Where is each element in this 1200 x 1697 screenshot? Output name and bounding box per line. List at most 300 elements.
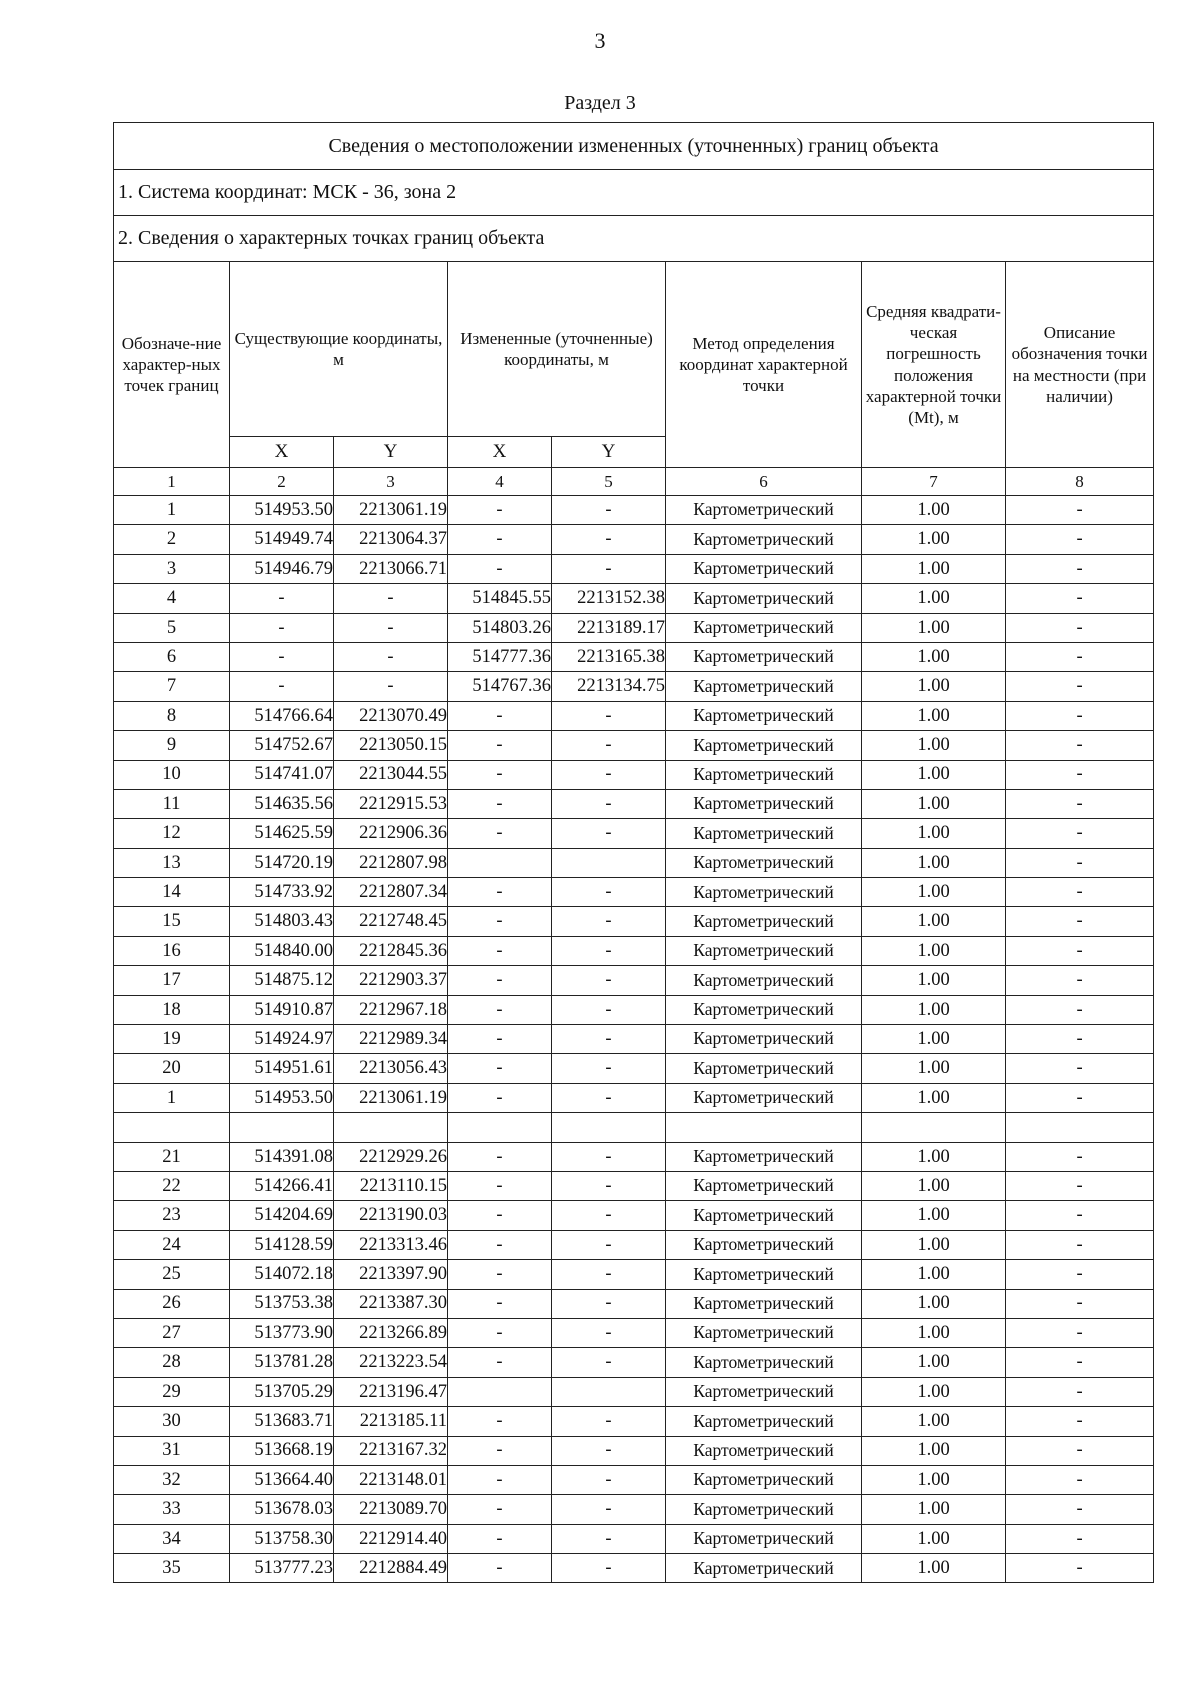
description-cell: - xyxy=(1006,1054,1154,1083)
changed-y-cell: - xyxy=(552,1083,666,1112)
method-cell: Картометрический xyxy=(666,1318,862,1347)
changed-y-cell: - xyxy=(552,1524,666,1553)
existing-x-cell: 514072.18 xyxy=(230,1260,334,1289)
table-row xyxy=(114,936,1154,965)
table-row xyxy=(114,1025,1154,1054)
point-number-cell: 4 xyxy=(114,584,230,613)
existing-y-cell: 2213313.46 xyxy=(334,1230,448,1259)
existing-x-cell: 514924.97 xyxy=(230,1025,334,1054)
existing-y-cell: 2212989.34 xyxy=(334,1025,448,1054)
existing-y-cell: 2212915.53 xyxy=(334,789,448,818)
existing-y-cell: 2212845.36 xyxy=(334,936,448,965)
description-cell: - xyxy=(1006,878,1154,907)
changed-x-cell: 514803.26 xyxy=(448,613,552,642)
method-cell: Картометрический xyxy=(666,1230,862,1259)
existing-x-cell: 514266.41 xyxy=(230,1171,334,1200)
changed-y-cell: 2213152.38 xyxy=(552,584,666,613)
description-cell: - xyxy=(1006,1230,1154,1259)
method-cell: Картометрический xyxy=(666,672,862,701)
point-number-cell: 25 xyxy=(114,1260,230,1289)
existing-x-cell: 513683.71 xyxy=(230,1407,334,1436)
point-number-cell: 26 xyxy=(114,1289,230,1318)
table-row xyxy=(114,995,1154,1024)
method-cell: Картометрический xyxy=(666,1436,862,1465)
table-row xyxy=(114,819,1154,848)
method-cell: Картометрический xyxy=(666,496,862,525)
existing-x-cell: 513758.30 xyxy=(230,1524,334,1553)
error-cell: 1.00 xyxy=(862,1260,1006,1289)
error-cell: 1.00 xyxy=(862,789,1006,818)
error-cell: 1.00 xyxy=(862,878,1006,907)
existing-x-cell: 513753.38 xyxy=(230,1289,334,1318)
column-number: 4 xyxy=(448,468,552,496)
changed-x-cell: - xyxy=(448,936,552,965)
point-number-cell: 35 xyxy=(114,1554,230,1583)
changed-y-cell: - xyxy=(552,701,666,730)
table-row xyxy=(114,731,1154,760)
existing-y-cell: 2213066.71 xyxy=(334,554,448,583)
column-number: 1 xyxy=(114,468,230,496)
method-cell: Картометрический xyxy=(666,613,862,642)
table-caption: Сведения о местоположении измененных (уточненных) границ объекта xyxy=(114,123,1154,170)
table-row xyxy=(114,1260,1154,1289)
changed-x-cell: - xyxy=(448,1436,552,1465)
point-number-cell: 16 xyxy=(114,936,230,965)
error-cell: 1.00 xyxy=(862,1407,1006,1436)
error-cell: 1.00 xyxy=(862,1318,1006,1347)
description-cell: - xyxy=(1006,731,1154,760)
description-cell: - xyxy=(1006,1554,1154,1583)
column-number: 8 xyxy=(1006,468,1154,496)
existing-y-cell: 2213223.54 xyxy=(334,1348,448,1377)
method-cell: Картометрический xyxy=(666,731,862,760)
point-number-cell: 9 xyxy=(114,731,230,760)
changed-y-cell: - xyxy=(552,1289,666,1318)
description-cell: - xyxy=(1006,701,1154,730)
point-number-cell: 18 xyxy=(114,995,230,1024)
error-cell: 1.00 xyxy=(862,613,1006,642)
existing-y-cell: 2213387.30 xyxy=(334,1289,448,1318)
existing-y-cell: 2213266.89 xyxy=(334,1318,448,1347)
changed-y-cell: - xyxy=(552,907,666,936)
error-cell: 1.00 xyxy=(862,525,1006,554)
existing-y-cell: - xyxy=(334,613,448,642)
method-cell: Картометрический xyxy=(666,995,862,1024)
changed-y-cell: - xyxy=(552,1407,666,1436)
changed-x-cell xyxy=(448,1377,552,1406)
error-cell: 1.00 xyxy=(862,1524,1006,1553)
existing-x-cell: 514910.87 xyxy=(230,995,334,1024)
method-cell: Картометрический xyxy=(666,966,862,995)
header-error: Средняя квадрати-ческая погрешность положения характерной точки (Mt), м xyxy=(862,262,1006,468)
error-cell: 1.00 xyxy=(862,848,1006,877)
point-number-cell: 13 xyxy=(114,848,230,877)
table-row xyxy=(114,789,1154,818)
method-cell: Картометрический xyxy=(666,1348,862,1377)
existing-x-cell: 514720.19 xyxy=(230,848,334,877)
existing-x-cell: 514949.74 xyxy=(230,525,334,554)
changed-y-cell xyxy=(552,1377,666,1406)
point-number-cell: 19 xyxy=(114,1025,230,1054)
changed-x-cell: - xyxy=(448,1025,552,1054)
error-cell: 1.00 xyxy=(862,1142,1006,1171)
existing-x-cell: 514840.00 xyxy=(230,936,334,965)
coordinate-system: 1. Система координат: МСК - 36, зона 2 xyxy=(114,170,1154,216)
point-number-cell: 2 xyxy=(114,525,230,554)
description-cell: - xyxy=(1006,936,1154,965)
section-label: Раздел 3 xyxy=(564,92,636,114)
changed-x-cell xyxy=(448,1113,552,1142)
error-cell: 1.00 xyxy=(862,584,1006,613)
point-number-cell: 33 xyxy=(114,1495,230,1524)
changed-y-cell: 2213165.38 xyxy=(552,642,666,671)
table-row xyxy=(114,584,1154,613)
point-number-cell: 30 xyxy=(114,1407,230,1436)
method-cell: Картометрический xyxy=(666,1524,862,1553)
description-cell: - xyxy=(1006,1348,1154,1377)
table-row xyxy=(114,760,1154,789)
description-cell: - xyxy=(1006,1407,1154,1436)
changed-x-cell: - xyxy=(448,525,552,554)
existing-x-cell: 514951.61 xyxy=(230,1054,334,1083)
existing-y-cell: 2212906.36 xyxy=(334,819,448,848)
description-cell: - xyxy=(1006,1025,1154,1054)
point-number-cell: 31 xyxy=(114,1436,230,1465)
point-number-cell: 27 xyxy=(114,1318,230,1347)
description-cell: - xyxy=(1006,1142,1154,1171)
existing-x-cell: 514752.67 xyxy=(230,731,334,760)
table-row xyxy=(114,1495,1154,1524)
method-cell: Картометрический xyxy=(666,1142,862,1171)
existing-x-cell: 514953.50 xyxy=(230,1083,334,1112)
point-number-cell: 24 xyxy=(114,1230,230,1259)
error-cell: 1.00 xyxy=(862,1436,1006,1465)
changed-y-cell: - xyxy=(552,554,666,583)
table-row xyxy=(114,1171,1154,1200)
changed-y-cell: - xyxy=(552,966,666,995)
method-cell: Картометрический xyxy=(666,1377,862,1406)
point-number-cell: 12 xyxy=(114,819,230,848)
column-number: 7 xyxy=(862,468,1006,496)
error-cell: 1.00 xyxy=(862,554,1006,583)
header-designation: Обозначе-ние характер-ных точек границ xyxy=(114,262,230,468)
point-number-cell: 1 xyxy=(114,496,230,525)
point-number-cell: 28 xyxy=(114,1348,230,1377)
changed-y-cell: - xyxy=(552,789,666,818)
point-number-cell: 34 xyxy=(114,1524,230,1553)
changed-x-cell: 514767.36 xyxy=(448,672,552,701)
changed-x-cell: 514845.55 xyxy=(448,584,552,613)
error-cell: 1.00 xyxy=(862,731,1006,760)
table-row xyxy=(114,1554,1154,1583)
header-description: Описание обозначения точки на местности (при наличии) xyxy=(1006,262,1154,468)
existing-x-cell: 514766.64 xyxy=(230,701,334,730)
column-number: 3 xyxy=(334,468,448,496)
method-cell: Картометрический xyxy=(666,760,862,789)
existing-y-cell: 2213061.19 xyxy=(334,1083,448,1112)
changed-y-cell: 2213134.75 xyxy=(552,672,666,701)
changed-x-cell: - xyxy=(448,1142,552,1171)
description-cell: - xyxy=(1006,1377,1154,1406)
header-changed-x: X xyxy=(448,437,552,468)
error-cell: 1.00 xyxy=(862,496,1006,525)
table-row xyxy=(114,878,1154,907)
point-number-cell: 8 xyxy=(114,701,230,730)
error-cell xyxy=(862,1113,1006,1142)
method-cell: Картометрический xyxy=(666,1171,862,1200)
method-cell: Картометрический xyxy=(666,848,862,877)
table-row xyxy=(114,1465,1154,1494)
description-cell: - xyxy=(1006,1524,1154,1553)
header-existing-x: X xyxy=(230,437,334,468)
changed-x-cell: - xyxy=(448,496,552,525)
error-cell: 1.00 xyxy=(862,819,1006,848)
description-cell: - xyxy=(1006,1465,1154,1494)
changed-x-cell: - xyxy=(448,995,552,1024)
existing-y-cell: 2212748.45 xyxy=(334,907,448,936)
existing-y-cell: 2212967.18 xyxy=(334,995,448,1024)
point-number-cell: 29 xyxy=(114,1377,230,1406)
error-cell: 1.00 xyxy=(862,1025,1006,1054)
existing-y-cell: 2213110.15 xyxy=(334,1171,448,1200)
existing-x-cell: 514741.07 xyxy=(230,760,334,789)
point-number-cell: 6 xyxy=(114,642,230,671)
existing-y-cell: 2213397.90 xyxy=(334,1260,448,1289)
table-row xyxy=(114,554,1154,583)
error-cell: 1.00 xyxy=(862,936,1006,965)
existing-x-cell: 514625.59 xyxy=(230,819,334,848)
existing-x-cell: 514875.12 xyxy=(230,966,334,995)
description-cell: - xyxy=(1006,907,1154,936)
changed-x-cell: - xyxy=(448,1083,552,1112)
error-cell: 1.00 xyxy=(862,1054,1006,1083)
error-cell: 1.00 xyxy=(862,1377,1006,1406)
changed-y-cell: - xyxy=(552,995,666,1024)
description-cell: - xyxy=(1006,554,1154,583)
existing-x-cell: 513777.23 xyxy=(230,1554,334,1583)
existing-y-cell: - xyxy=(334,672,448,701)
description-cell: - xyxy=(1006,525,1154,554)
point-number-cell: 11 xyxy=(114,789,230,818)
existing-y-cell: 2213185.11 xyxy=(334,1407,448,1436)
existing-x-cell: 513678.03 xyxy=(230,1495,334,1524)
error-cell: 1.00 xyxy=(862,760,1006,789)
table-row xyxy=(114,701,1154,730)
changed-y-cell: - xyxy=(552,496,666,525)
header-changed-y: Y xyxy=(552,437,666,468)
changed-y-cell xyxy=(552,1113,666,1142)
existing-x-cell: 513773.90 xyxy=(230,1318,334,1347)
table-row xyxy=(114,848,1154,877)
changed-x-cell: - xyxy=(448,878,552,907)
changed-y-cell: - xyxy=(552,525,666,554)
table-row xyxy=(114,525,1154,554)
existing-x-cell: 513668.19 xyxy=(230,1436,334,1465)
error-cell: 1.00 xyxy=(862,1289,1006,1318)
description-cell: - xyxy=(1006,1495,1154,1524)
existing-x-cell: 514733.92 xyxy=(230,878,334,907)
table-row xyxy=(114,1054,1154,1083)
point-number-cell: 14 xyxy=(114,878,230,907)
changed-x-cell: - xyxy=(448,1495,552,1524)
error-cell: 1.00 xyxy=(862,1495,1006,1524)
point-number-cell: 20 xyxy=(114,1054,230,1083)
existing-y-cell: 2213044.55 xyxy=(334,760,448,789)
method-cell: Картометрический xyxy=(666,907,862,936)
table-row xyxy=(114,1377,1154,1406)
changed-y-cell: - xyxy=(552,1436,666,1465)
method-cell: Картометрический xyxy=(666,1201,862,1230)
changed-x-cell: - xyxy=(448,1201,552,1230)
changed-y-cell: - xyxy=(552,1025,666,1054)
points-heading: 2. Сведения о характерных точках границ объекта xyxy=(114,216,1154,262)
description-cell: - xyxy=(1006,819,1154,848)
point-number-cell: 5 xyxy=(114,613,230,642)
changed-x-cell: - xyxy=(448,1171,552,1200)
method-cell: Картометрический xyxy=(666,642,862,671)
method-cell: Картометрический xyxy=(666,1025,862,1054)
changed-y-cell: - xyxy=(552,760,666,789)
changed-x-cell: - xyxy=(448,701,552,730)
point-number-cell: 17 xyxy=(114,966,230,995)
changed-y-cell: - xyxy=(552,731,666,760)
changed-y-cell: - xyxy=(552,878,666,907)
existing-y-cell: 2213056.43 xyxy=(334,1054,448,1083)
existing-x-cell: 513705.29 xyxy=(230,1377,334,1406)
changed-x-cell: - xyxy=(448,966,552,995)
existing-y-cell: 2212929.26 xyxy=(334,1142,448,1171)
existing-y-cell: 2212903.37 xyxy=(334,966,448,995)
description-cell: - xyxy=(1006,1318,1154,1347)
existing-y-cell: 2213148.01 xyxy=(334,1465,448,1494)
existing-x-cell: 513781.28 xyxy=(230,1348,334,1377)
description-cell: - xyxy=(1006,672,1154,701)
method-cell: Картометрический xyxy=(666,1260,862,1289)
point-number-cell: 15 xyxy=(114,907,230,936)
changed-x-cell: - xyxy=(448,731,552,760)
existing-y-cell: 2213070.49 xyxy=(334,701,448,730)
method-cell: Картометрический xyxy=(666,1054,862,1083)
changed-y-cell: - xyxy=(552,1054,666,1083)
method-cell: Картометрический xyxy=(666,1554,862,1583)
existing-y-cell: 2213196.47 xyxy=(334,1377,448,1406)
method-cell xyxy=(666,1113,862,1142)
changed-y-cell: - xyxy=(552,1554,666,1583)
table-row xyxy=(114,1436,1154,1465)
description-cell: - xyxy=(1006,760,1154,789)
existing-y-cell: 2212807.98 xyxy=(334,848,448,877)
method-cell: Картометрический xyxy=(666,819,862,848)
existing-y-cell: 2213064.37 xyxy=(334,525,448,554)
description-cell: - xyxy=(1006,1201,1154,1230)
description-cell: - xyxy=(1006,789,1154,818)
existing-x-cell: 514391.08 xyxy=(230,1142,334,1171)
changed-y-cell xyxy=(552,848,666,877)
existing-x-cell: 514128.59 xyxy=(230,1230,334,1259)
error-cell: 1.00 xyxy=(862,642,1006,671)
changed-x-cell: - xyxy=(448,1348,552,1377)
header-changed-coordinates: Измененные (уточненные) координаты, м xyxy=(448,262,666,437)
table-row xyxy=(114,613,1154,642)
page-number: 3 xyxy=(594,28,606,53)
changed-y-cell: - xyxy=(552,1230,666,1259)
point-number-cell: 7 xyxy=(114,672,230,701)
header-method: Метод определения координат характерной точки xyxy=(666,262,862,468)
description-cell: - xyxy=(1006,1171,1154,1200)
method-cell: Картометрический xyxy=(666,936,862,965)
description-cell: - xyxy=(1006,995,1154,1024)
existing-y-cell xyxy=(334,1113,448,1142)
point-number-cell: 23 xyxy=(114,1201,230,1230)
existing-y-cell: 2212884.49 xyxy=(334,1554,448,1583)
table-row xyxy=(114,672,1154,701)
existing-y-cell: 2213050.15 xyxy=(334,731,448,760)
changed-x-cell: 514777.36 xyxy=(448,642,552,671)
table-row xyxy=(114,1230,1154,1259)
point-number-cell xyxy=(114,1113,230,1142)
error-cell: 1.00 xyxy=(862,1083,1006,1112)
column-numbers-row xyxy=(114,468,1154,496)
changed-x-cell: - xyxy=(448,1554,552,1583)
table-row xyxy=(114,496,1154,525)
changed-y-cell: - xyxy=(552,1260,666,1289)
description-cell: - xyxy=(1006,496,1154,525)
description-cell: - xyxy=(1006,1436,1154,1465)
table-row xyxy=(114,1201,1154,1230)
method-cell: Картометрический xyxy=(666,584,862,613)
existing-x-cell: 514635.56 xyxy=(230,789,334,818)
table-row xyxy=(114,1289,1154,1318)
changed-x-cell: - xyxy=(448,1230,552,1259)
point-number-cell: 21 xyxy=(114,1142,230,1171)
changed-x-cell: - xyxy=(448,1054,552,1083)
description-cell xyxy=(1006,1113,1154,1142)
existing-y-cell: 2213167.32 xyxy=(334,1436,448,1465)
changed-x-cell: - xyxy=(448,1465,552,1494)
method-cell: Картометрический xyxy=(666,1465,862,1494)
method-cell: Картометрический xyxy=(666,1495,862,1524)
existing-x-cell: 513664.40 xyxy=(230,1465,334,1494)
changed-x-cell: - xyxy=(448,554,552,583)
existing-y-cell: 2212807.34 xyxy=(334,878,448,907)
table-row xyxy=(114,907,1154,936)
error-cell: 1.00 xyxy=(862,1171,1006,1200)
table-row xyxy=(114,642,1154,671)
method-cell: Картометрический xyxy=(666,1083,862,1112)
column-number: 6 xyxy=(666,468,862,496)
changed-y-cell: 2213189.17 xyxy=(552,613,666,642)
changed-y-cell: - xyxy=(552,1201,666,1230)
column-number: 5 xyxy=(552,468,666,496)
description-cell: - xyxy=(1006,1260,1154,1289)
error-cell: 1.00 xyxy=(862,701,1006,730)
changed-y-cell: - xyxy=(552,936,666,965)
error-cell: 1.00 xyxy=(862,1230,1006,1259)
table-row xyxy=(114,1113,1154,1142)
boundary-points-table xyxy=(113,122,1154,1583)
point-number-cell: 32 xyxy=(114,1465,230,1494)
existing-x-cell xyxy=(230,1113,334,1142)
description-cell: - xyxy=(1006,613,1154,642)
changed-x-cell: - xyxy=(448,1524,552,1553)
existing-y-cell: 2213190.03 xyxy=(334,1201,448,1230)
existing-x-cell: 514803.43 xyxy=(230,907,334,936)
changed-y-cell: - xyxy=(552,1142,666,1171)
description-cell: - xyxy=(1006,584,1154,613)
changed-y-cell: - xyxy=(552,1171,666,1200)
changed-y-cell: - xyxy=(552,1495,666,1524)
error-cell: 1.00 xyxy=(862,672,1006,701)
